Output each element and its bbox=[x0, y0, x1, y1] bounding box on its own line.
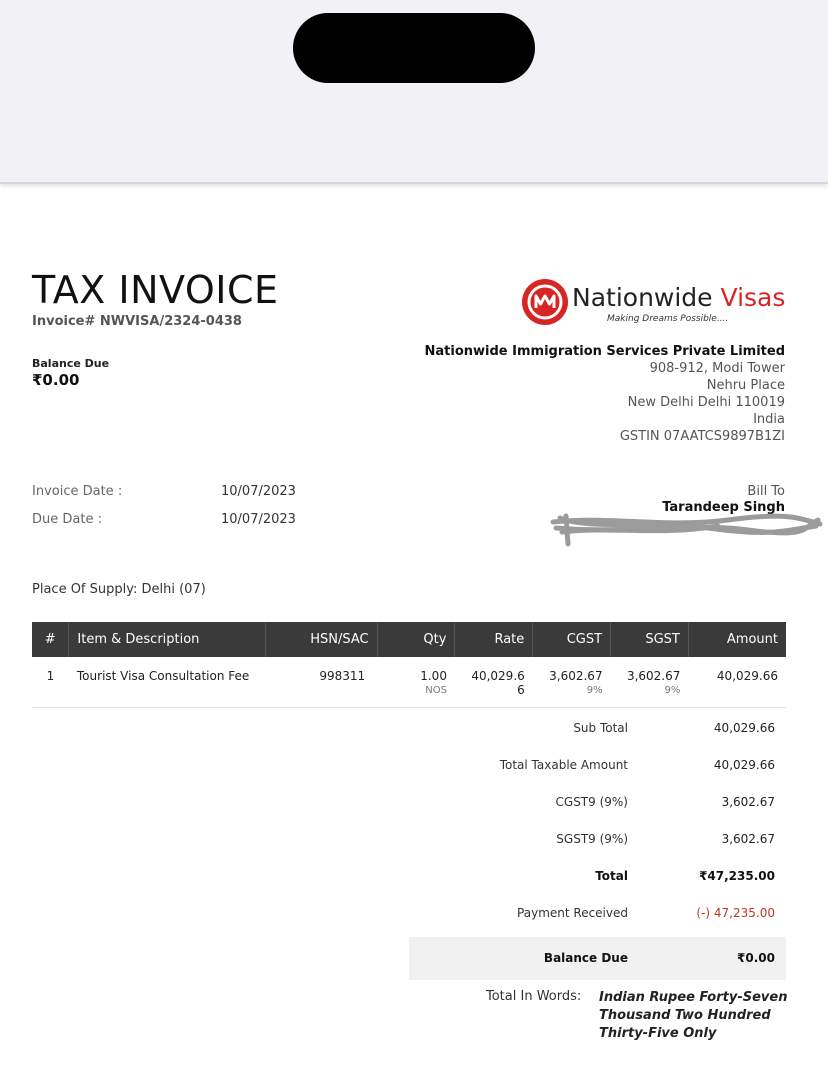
row-cgst-pct: 9% bbox=[586, 685, 603, 696]
row-amount: 40,029.66 bbox=[688, 657, 786, 708]
totals-section bbox=[409, 710, 786, 980]
bill-to-name: Tarandeep Singh bbox=[662, 500, 785, 515]
cgst-value: 3,602.67 bbox=[721, 795, 775, 809]
row-hsn: 998311 bbox=[266, 657, 377, 708]
col-amount: Amount bbox=[688, 622, 786, 657]
invoice-date-value: 10/07/2023 bbox=[221, 484, 296, 499]
invoice-title: TAX INVOICE bbox=[32, 268, 279, 312]
invoice-number-value: NWVISA/2324-0438 bbox=[99, 314, 242, 329]
cgst-label: CGST9 (9%) bbox=[555, 795, 628, 809]
balance-due-label: Balance Due bbox=[32, 357, 110, 370]
col-rate: Rate bbox=[455, 622, 533, 657]
company-address-line1: 908-912, Modi Tower bbox=[649, 361, 785, 376]
row-rate-line2: 6 bbox=[517, 683, 525, 697]
col-cgst: CGST bbox=[533, 622, 611, 657]
due-date-value: 10/07/2023 bbox=[221, 512, 296, 527]
company-address-line3: New Delhi Delhi 110019 bbox=[627, 395, 785, 410]
payment-value: (-) 47,235.00 bbox=[696, 906, 775, 920]
sgst-value: 3,602.67 bbox=[721, 832, 775, 846]
taxable-value: 40,029.66 bbox=[713, 758, 775, 772]
sub-total-value: 40,029.66 bbox=[713, 721, 775, 735]
cgst-row bbox=[409, 784, 786, 821]
logo-tagline: Making Dreams Possible.... bbox=[607, 314, 729, 324]
row-cgst: 3,602.67 bbox=[549, 669, 603, 683]
table-row bbox=[32, 657, 786, 708]
sgst-label: SGST9 (9%) bbox=[556, 832, 628, 846]
invoice-number bbox=[32, 314, 242, 329]
company-gstin: GSTIN 07AATCS9897B1ZI bbox=[619, 429, 785, 444]
total-in-words-value: Indian Rupee Forty-Seven Thousand Two Hundred Thirty-Five Only bbox=[599, 990, 788, 1041]
row-sgst-cell bbox=[611, 657, 689, 708]
due-date-label: Due Date : bbox=[32, 512, 102, 527]
col-sgst: SGST bbox=[611, 622, 689, 657]
col-hsn: HSN/SAC bbox=[266, 622, 377, 657]
items-header-row bbox=[32, 622, 786, 657]
payment-row bbox=[409, 895, 786, 932]
balance-due-row bbox=[409, 937, 786, 980]
total-label: Total bbox=[595, 869, 628, 883]
company-details bbox=[425, 343, 785, 445]
total-value: ₹47,235.00 bbox=[699, 869, 775, 883]
sgst-row bbox=[409, 821, 786, 858]
logo-name-part1: Nationwide bbox=[572, 283, 713, 312]
camera-island bbox=[293, 13, 535, 83]
browser-top-bar bbox=[0, 0, 828, 184]
total-row bbox=[409, 858, 786, 895]
col-item: Item & Description bbox=[69, 622, 266, 657]
col-qty: Qty bbox=[377, 622, 455, 657]
row-qty: 1.00 bbox=[420, 669, 447, 683]
row-cgst-cell bbox=[533, 657, 611, 708]
row-qty-cell bbox=[377, 657, 455, 708]
balance-row-label: Balance Due bbox=[543, 951, 628, 965]
row-rate-cell bbox=[455, 657, 533, 708]
logo-wordmark bbox=[572, 283, 785, 312]
company-address-line2: Nehru Place bbox=[706, 378, 785, 393]
total-in-words-label: Total In Words: bbox=[486, 989, 582, 1004]
company-name: Nationwide Immigration Services Private Limited bbox=[424, 344, 785, 359]
logo-name-part2: Visas bbox=[720, 283, 786, 312]
company-logo bbox=[522, 279, 786, 329]
invoice-date-label: Invoice Date : bbox=[32, 484, 123, 499]
row-sgst-pct: 9% bbox=[664, 685, 681, 696]
payment-label: Payment Received bbox=[517, 906, 628, 920]
bill-to-label: Bill To bbox=[747, 484, 785, 499]
balance-row-value: ₹0.00 bbox=[737, 951, 775, 965]
row-rate-line1: 40,029.6 bbox=[471, 669, 525, 683]
balance-due-value: ₹0.00 bbox=[32, 371, 80, 389]
company-country: India bbox=[753, 412, 785, 427]
logo-mark-icon bbox=[522, 279, 568, 325]
taxable-row bbox=[409, 747, 786, 784]
invoice-number-label: Invoice# bbox=[32, 314, 96, 329]
place-of-supply: Place Of Supply: Delhi (07) bbox=[32, 582, 206, 597]
row-item: Tourist Visa Consultation Fee bbox=[69, 657, 266, 708]
sub-total-row bbox=[409, 710, 786, 747]
taxable-label: Total Taxable Amount bbox=[499, 758, 628, 772]
row-sgst: 3,602.67 bbox=[626, 669, 681, 683]
items-table bbox=[32, 622, 786, 708]
row-unit: NOS bbox=[425, 685, 447, 696]
col-number: # bbox=[32, 622, 69, 657]
redaction-scribble bbox=[548, 508, 823, 550]
sub-total-label: Sub Total bbox=[573, 721, 628, 735]
row-number: 1 bbox=[32, 657, 69, 708]
